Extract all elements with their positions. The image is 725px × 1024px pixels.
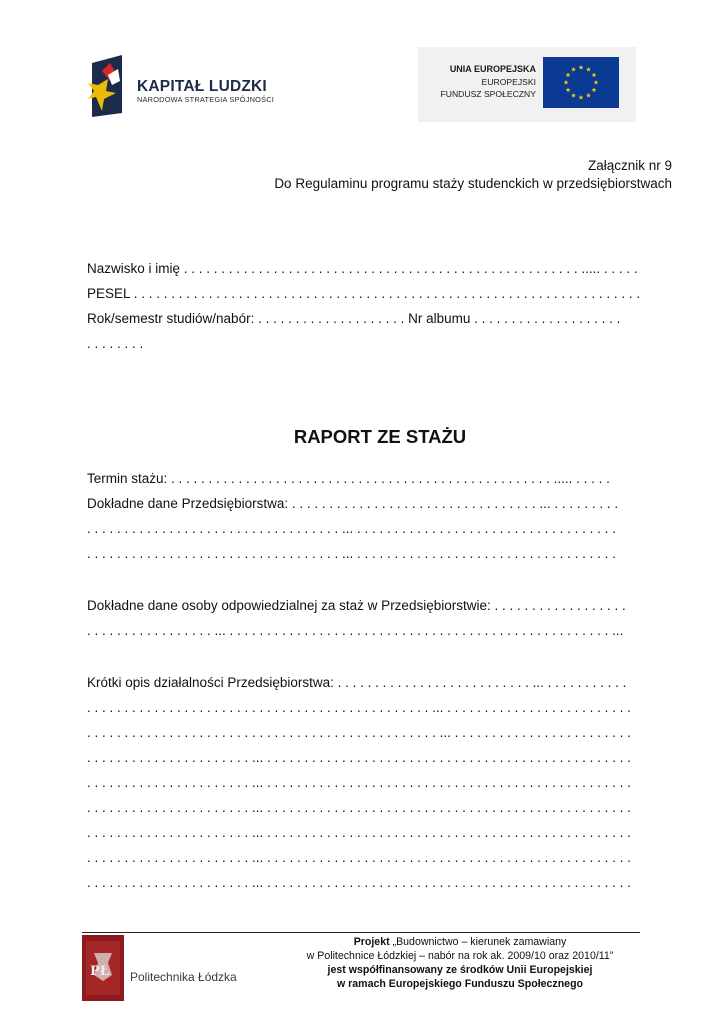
description-line: . . . . . . . . . . . . . . . . . . . . . . . . . . . . . . . . . . . . . . . . . . . . . . ... . . . . . . . . . . . . . . . . . . . . . . . . . (87, 700, 631, 715)
annex-regulation: Do Regulaminu programu staży studenckich w przedsiębiorstwach (274, 176, 672, 191)
eu-logo-line1: UNIA EUROPEJSKA (449, 64, 536, 74)
field-company-line: . . . . . . . . . . . . . . . . . . . . . . . . . . . . . . . . . . ... . . . . . . . . . . . . . . . . . . . . . . . . . . . . . . . . . . . (87, 546, 616, 561)
svg-text:PŁ: PŁ (90, 964, 110, 979)
field-company-line: . . . . . . . . . . . . . . . . . . . . . . . . . . . . . . . . . . ... . . . . . . . . . . . . . . . . . . . . . . . . . . . . . . . . . . . (87, 521, 616, 536)
annex-number: Załącznik nr 9 (587, 158, 672, 173)
field-pesel: PESEL . . . . . . . . . . . . . . . . . . . . . . . . . . . . . . . . . . . . . . . . . . . . . . . . . . . . . . . . . . . . . . . . . . . . (87, 286, 641, 301)
footer-line2: w Politechnice Łódzkiej – nabór na rok ak. 2009/10 oraz 2010/11” (306, 950, 614, 962)
footer-project-name: „Budownictwo – kierunek zamawiany (389, 936, 567, 948)
description-line: . . . . . . . . . . . . . . . . . . . . . . ... . . . . . . . . . . . . . . . . . . . . . . . . . . . . . . . . . . . . . . . . . . . . . . . . . (87, 850, 631, 865)
field-responsible-person: Dokładne dane osoby odpowiedzialnej za staż w Przedsiębiorstwie: . . . . . . . . . . . . . . . . . . (87, 598, 626, 613)
field-company: Dokładne dane Przedsiębiorstwa: . . . . . . . . . . . . . . . . . . . . . . . . . . . . . . . . . ... . . . . . . . . . (87, 496, 619, 511)
footer-divider (82, 932, 640, 933)
description-line: . . . . . . . . . . . . . . . . . . . . . . ... . . . . . . . . . . . . . . . . . . . . . . . . . . . . . . . . . . . . . . . . . . . . . . . . . (87, 825, 631, 840)
eu-flag-icon (543, 57, 619, 108)
description-line: . . . . . . . . . . . . . . . . . . . . . . ... . . . . . . . . . . . . . . . . . . . . . . . . . . . . . . . . . . . . . . . . . . . . . . . . . (87, 875, 631, 890)
field-study: Rok/semestr studiów/nabór: . . . . . . . . . . . . . . . . . . . . Nr albumu . . . . . . . . . . . . . . . . . . . . (87, 311, 621, 326)
footer-line3: jest współfinansowany ze środków Unii Europejskiej (327, 964, 593, 976)
report-title: RAPORT ZE STAŻU (293, 426, 467, 447)
politechnika-lodzka-emblem (82, 935, 124, 1001)
kapital-ludzki-subtitle: NARODOWA STRATEGIA SPÓJNOŚCI (137, 95, 275, 104)
field-term: Termin stażu: . . . . . . . . . . . . . . . . . . . . . . . . . . . . . . . . . . . . . . . . . . . . . . . . . . . ..... . . . . . (87, 471, 610, 486)
eu-logo-line3: FUNDUSZ SPOŁECZNY (440, 89, 536, 99)
footer-line4: w ramach Europejskiego Funduszu Społecznego (336, 978, 584, 990)
description-line: . . . . . . . . . . . . . . . . . . . . . . ... . . . . . . . . . . . . . . . . . . . . . . . . . . . . . . . . . . . . . . . . . . . . . . . . . (87, 800, 631, 815)
description-line: . . . . . . . . . . . . . . . . . . . . . . . . . . . . . . . . . . . . . . . . . . . . . . . ... . . . . . . . . . . . . . . . . . . . . . . . . (87, 725, 631, 740)
field-name: Nazwisko i imię . . . . . . . . . . . . . . . . . . . . . . . . . . . . . . . . . . . . . . . . . . . . . . . . . . . . . ..... . . . . . (87, 261, 638, 276)
footer-project-line (250, 936, 670, 948)
kapital-ludzki-title: KAPITAŁ LUDZKI (137, 78, 267, 95)
description-line: . . . . . . . . . . . . . . . . . . . . . . ... . . . . . . . . . . . . . . . . . . . . . . . . . . . . . . . . . . . . . . . . . . . . . . . . . (87, 775, 631, 790)
politechnika-lodzka-name: Politechnika Łódzka (130, 970, 237, 984)
field-company-description: Krótki opis działalności Przedsiębiorstwa: . . . . . . . . . . . . . . . . . . . . . . . . . . ... . . . . . . . . . . . (87, 675, 627, 690)
field-study-continuation: . . . . . . . . (87, 336, 144, 351)
description-line: . . . . . . . . . . . . . . . . . . . . . . ... . . . . . . . . . . . . . . . . . . . . . . . . . . . . . . . . . . . . . . . . . . . . . . . . . (87, 750, 631, 765)
eu-logo-line2: EUROPEJSKI (481, 77, 536, 87)
field-responsible-person-line: . . . . . . . . . . . . . . . . . ... . . . . . . . . . . . . . . . . . . . . . . . . . . . . . . . . . . . . . . . . . . . . . . . . . . . ... (87, 623, 624, 638)
footer-project-label: Projekt (353, 936, 390, 948)
